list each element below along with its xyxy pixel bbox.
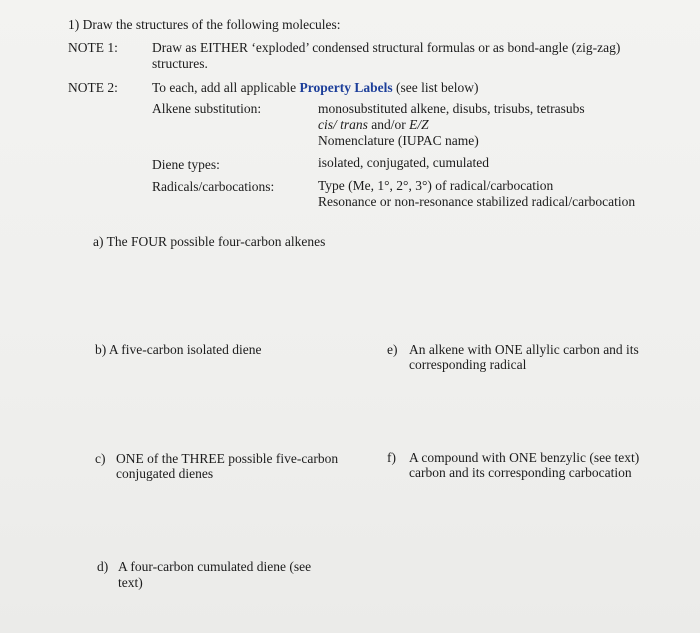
- part-a-letter: a): [93, 234, 104, 249]
- part-c-line1: ONE of the THREE possible five-carbon: [116, 451, 339, 466]
- question-title: Draw the structures of the following molecules:: [82, 17, 341, 32]
- part-d-line2: text): [118, 575, 143, 590]
- question-number: 1): [68, 17, 80, 32]
- note2-intro: [152, 80, 478, 96]
- part-e-line2: corresponding radical: [409, 357, 527, 372]
- and-or-text: and/or: [367, 117, 410, 132]
- note2-intro-suffix: (see list below): [392, 80, 479, 95]
- part-f-line1: A compound with ONE benzylic (see text): [409, 450, 640, 465]
- part-d-line1: A four-carbon cumulated diene (see: [118, 559, 312, 574]
- part-e-line1: An alkene with ONE allylic carbon and its: [409, 342, 639, 357]
- alkene-substitution-label: Alkene substitution:: [152, 101, 262, 116]
- part-b: [95, 342, 261, 358]
- alkene-substitution-line2: [318, 117, 429, 133]
- part-c-line2: conjugated dienes: [116, 466, 214, 481]
- note1-line2: structures.: [152, 56, 208, 71]
- radicals-label: Radicals/carbocations:: [152, 179, 275, 194]
- part-a-text: The FOUR possible four-carbon alkenes: [106, 234, 326, 249]
- nomenclature-line: Nomenclature (IUPAC name): [318, 133, 479, 148]
- part-d-letter: d): [97, 559, 109, 574]
- part-e-letter: e): [387, 342, 398, 357]
- cis-trans-term: cis/ trans: [318, 117, 368, 132]
- radicals-line2: Resonance or non-resonance stabilized radical/carbocation: [318, 194, 636, 209]
- question-heading: [68, 17, 341, 33]
- note1-line1: Draw as EITHER ‘exploded’ condensed structural formulas or as bond-angle (zig-zag): [152, 40, 621, 55]
- note2-intro-prefix: To each, add all applicable: [152, 80, 300, 95]
- diene-types-label: Diene types:: [152, 157, 220, 172]
- alkene-substitution-line1: monosubstituted alkene, disubs, trisubs, tetrasubs: [318, 101, 585, 116]
- part-a: [93, 234, 325, 250]
- part-c-letter: c): [95, 451, 106, 466]
- note1-label: NOTE 1:: [68, 40, 118, 55]
- part-b-letter: b): [95, 342, 107, 357]
- diene-types-value: isolated, conjugated, cumulated: [318, 155, 489, 170]
- property-labels-term: Property Labels: [299, 80, 393, 95]
- note2-label: NOTE 2:: [68, 80, 118, 95]
- part-b-text: A five-carbon isolated diene: [108, 342, 262, 357]
- part-f-letter: f): [387, 450, 396, 465]
- part-f-line2: carbon and its corresponding carbocation: [409, 465, 632, 480]
- radicals-line1: Type (Me, 1°, 2°, 3°) of radical/carbocation: [318, 178, 554, 193]
- e-z-term: E/Z: [409, 117, 429, 132]
